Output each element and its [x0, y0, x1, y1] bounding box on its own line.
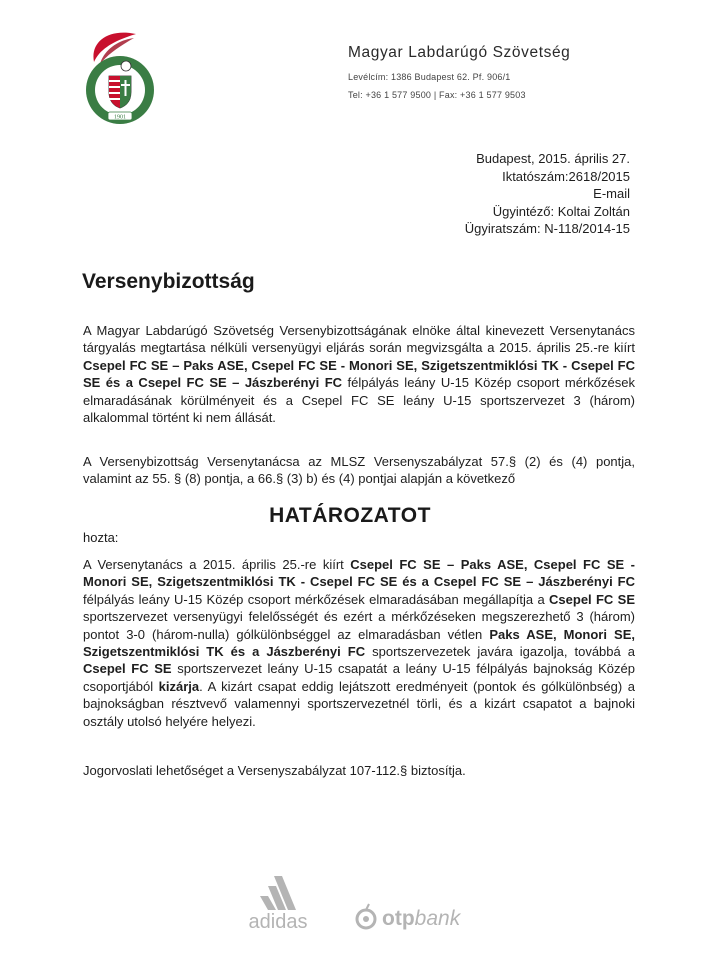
- org-contact: Tel: +36 1 577 9500 | Fax: +36 1 577 9503: [348, 90, 526, 100]
- paragraph-decision: [83, 556, 635, 730]
- exclusion-bold: kizárja: [158, 678, 200, 694]
- text: A Versenytanács a 2015. április 25.-re kiírt: [83, 557, 351, 572]
- matches-bold: Csepel FC SE – Paks ASE, Csepel FC SE - Monori SE, Szigetszentmiklósi TK - Csepel FC SE és a Csepel FC SE – Jászberényi FC: [83, 557, 635, 590]
- text: A Magyar Labdarúgó Szövetség Versenybizottságának elnöke által kinevezett Versenytanács tárgyalás megtartása nélküli versenyügyi eljárás során megvizsgálta a 2015. április 25.-re kiírt: [83, 323, 635, 356]
- org-header: [348, 44, 648, 100]
- text: . A kizárt csapat eddig lejátszott eredményeit (pontok és gólkülönbség) a bajnokságban résztvevő valamennyi sportszervezetnél törli, és a kizárt csapatot a bajnoki osztály utolsó helyére helyezi.: [83, 678, 635, 729]
- svg-text:otpbank: [382, 907, 462, 930]
- hozta-label: hozta:: [83, 530, 119, 545]
- org-address: Levélcím: 1386 Budapest 62. Pf. 906/1: [348, 72, 511, 82]
- paragraph-intro: [83, 322, 635, 426]
- otpbank-logo: [354, 900, 494, 934]
- place-date: Budapest, 2015. április 27.: [476, 151, 630, 166]
- text: félpályás leány U-15 Közép csoport mérkőzések elmaradásában megállapítja a: [83, 591, 550, 607]
- bank-wordmark: bank: [414, 907, 461, 930]
- decision-title: HATÁROZATOT: [269, 504, 431, 527]
- clubs-bold: Paks ASE, Monori SE, Szigetszentmiklósi TK és a Jászberényi FC: [83, 626, 635, 660]
- letter-meta: [465, 150, 630, 238]
- org-name: Magyar Labdarúgó Szövetség: [348, 44, 571, 61]
- text: sportszervezet versenyügyi felelősségét és ezért a mérkőzéseken megszerezhető 3 (három) pontot 3-0 (három-nulla) gólkülönbséggel az elmaradásban vétlen: [83, 609, 635, 642]
- logo-year: 1901: [114, 114, 126, 121]
- club-bold: Csepel FC SE: [83, 661, 172, 677]
- channel: E-mail: [593, 186, 630, 201]
- otp-wordmark: otp: [382, 907, 415, 930]
- paragraph-legal-basis: A Versenybizottság Versenytanácsa az MLSZ Versenyszabályzat 57.§ (2) és (4) pontja, valamint az 55. § (8) pontja, a 66.§ (3) b) és (4) pontjai alapján a következő: [83, 454, 635, 487]
- text: sportszervezet leány U-15 csapatát a leány U-15 félpályás bajnokság Közép csoportjából: [83, 661, 635, 694]
- handler: Ügyintéző: Koltai Zoltán: [492, 203, 630, 219]
- matches-bold: Csepel FC SE – Paks ASE, Csepel FC SE - Monori SE, Szigetszentmiklósi TK - Csepel FC SE és a Csepel FC SE – Jászberényi FC: [83, 357, 635, 391]
- adidas-wordmark: adidas: [248, 911, 308, 932]
- case-number: Ügyiratszám: N-118/2014-15: [464, 221, 630, 236]
- text: sportszervezetek javára igazolja, továbbá a: [365, 644, 635, 660]
- text: félpályás leány U-15 Közép csoport mérkőzések elmaradásának körülményeit és a Csepel FC SE leány U-15 sportszervezet 3 (három) alkalommal történt ki nem állását.: [83, 375, 635, 426]
- club-bold: Csepel FC SE: [549, 591, 635, 607]
- mlsz-logo: [78, 28, 164, 128]
- paragraph-appeal: Jogorvoslati lehetőséget a Versenyszabályzat 107-112.§ biztosítja.: [83, 763, 466, 778]
- section-heading: Versenybizottság: [82, 270, 255, 293]
- adidas-logo: [238, 870, 328, 932]
- file-number: Iktatószám:2618/2015: [502, 168, 630, 184]
